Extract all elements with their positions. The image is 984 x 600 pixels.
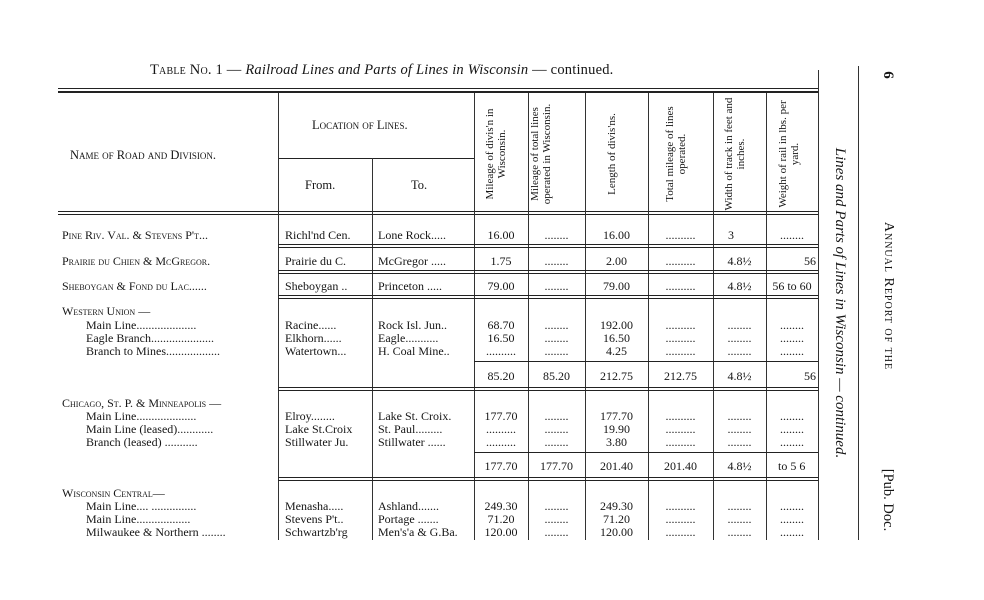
row-to: St. Paul......... bbox=[378, 422, 443, 436]
row-from: Sheboygan .. bbox=[285, 279, 348, 293]
header-rule-2 bbox=[58, 214, 818, 215]
table-number: Table No. 1 bbox=[150, 62, 223, 78]
row-to: Princeton ..... bbox=[378, 279, 442, 293]
row-length: 16.00 bbox=[603, 228, 630, 242]
row-mileage-wis: .......... bbox=[486, 422, 516, 436]
row-length: 79.00 bbox=[603, 279, 630, 293]
row-total-mileage: .......... bbox=[665, 318, 696, 332]
row-weight-rail: ........ bbox=[780, 435, 804, 449]
row-total-mileage: .......... bbox=[665, 525, 696, 539]
row-total-mileage: .......... bbox=[665, 422, 696, 436]
row-total-wis: ........ bbox=[544, 422, 569, 436]
row-name: Milwaukee & Northern ........ bbox=[86, 525, 226, 539]
row-from: Stillwater Ju. bbox=[285, 435, 349, 449]
location-subrule bbox=[278, 158, 474, 159]
row-length: 3.80 bbox=[606, 435, 627, 449]
top-rule-2 bbox=[58, 91, 818, 93]
row-mileage-wis: .......... bbox=[486, 344, 516, 358]
row-width-track: ........ bbox=[727, 422, 752, 436]
group-rule bbox=[278, 390, 818, 391]
row-width-track: ........ bbox=[727, 512, 752, 526]
side-running-title: Lines and Parts of Lines in Wisconsin — continued. bbox=[832, 147, 848, 459]
row-from: Richl'nd Cen. bbox=[285, 228, 351, 242]
total-mileage-wis: 177.70 bbox=[484, 459, 518, 473]
row-mileage-wis: 16.00 bbox=[487, 228, 515, 242]
row-mileage-wis: 79.00 bbox=[487, 279, 515, 293]
row-width-track: ........ bbox=[727, 318, 752, 332]
row-rule bbox=[278, 270, 818, 271]
row-name: Pine Riv. Val. & Stevens P't... bbox=[62, 228, 208, 242]
row-total-wis: ........ bbox=[544, 435, 569, 449]
row-total-wis: ........ bbox=[544, 499, 569, 513]
top-rule-1 bbox=[58, 88, 818, 89]
header-width-track: Width of track in feet and inches. bbox=[723, 97, 747, 211]
row-mileage-wis: 71.20 bbox=[487, 512, 515, 526]
row-from: Prairie du C. bbox=[285, 254, 346, 268]
row-width-track: ........ bbox=[727, 344, 752, 358]
total-width-track: 4.8½ bbox=[727, 459, 752, 473]
row-to: Eagle........... bbox=[378, 331, 439, 345]
header-rule-1 bbox=[58, 211, 818, 212]
total-mileage: 201.40 bbox=[664, 459, 697, 473]
row-length: 19.90 bbox=[603, 422, 630, 436]
row-length: 71.20 bbox=[603, 512, 630, 526]
title-dash: — bbox=[222, 62, 246, 78]
running-head-doc: [Pub. Doc. bbox=[880, 468, 896, 532]
group-rule bbox=[278, 477, 818, 478]
row-mileage-wis: 68.70 bbox=[487, 318, 515, 332]
group-rule bbox=[278, 480, 818, 481]
header-length: Length of divis'ns. bbox=[606, 113, 618, 195]
subtotal-rule bbox=[474, 361, 818, 362]
header-weight-rail: Weight of rail in lbs. per yard. bbox=[777, 100, 801, 208]
row-total-wis: ........ bbox=[544, 279, 569, 293]
right-margin-rule bbox=[858, 66, 859, 540]
row-from: Stevens P't.. bbox=[285, 512, 344, 526]
total-length: 212.75 bbox=[600, 369, 633, 383]
col-sep-1 bbox=[278, 93, 279, 540]
total-length: 201.40 bbox=[600, 459, 633, 473]
row-total-mileage: .......... bbox=[665, 331, 696, 345]
row-to: Ashland....... bbox=[378, 499, 439, 513]
row-to: Men's'a & G.Ba. bbox=[378, 525, 458, 539]
header-total-mileage: Total mileage of lines operated. bbox=[664, 106, 688, 202]
row-rule bbox=[278, 247, 818, 248]
total-width-track: 4.8½ bbox=[727, 369, 752, 383]
table-title-italic: Railroad Lines and Parts of Lines in Wisconsin bbox=[245, 62, 529, 78]
row-total-mileage: .......... bbox=[665, 409, 696, 423]
group-heading: Western Union — bbox=[62, 304, 151, 318]
row-length: 16.50 bbox=[603, 331, 630, 345]
total-mileage: 212.75 bbox=[664, 369, 697, 383]
row-from: Menasha..... bbox=[285, 499, 344, 513]
row-from: Watertown... bbox=[285, 344, 347, 358]
row-total-mileage: .......... bbox=[665, 344, 696, 358]
header-name: Name of Road and Division. bbox=[70, 148, 217, 162]
row-mileage-wis: 120.00 bbox=[484, 525, 518, 539]
col-sep-8 bbox=[766, 93, 767, 540]
row-name: Main Line (leased)............ bbox=[86, 422, 214, 436]
row-width-track: 3 bbox=[728, 228, 734, 242]
row-total-mileage: .......... bbox=[665, 435, 696, 449]
row-total-mileage: .......... bbox=[665, 499, 696, 513]
row-total-wis: ........ bbox=[544, 344, 569, 358]
row-mileage-wis: .......... bbox=[486, 435, 516, 449]
row-name: Branch to Mines.................. bbox=[86, 344, 220, 358]
row-weight-rail: ........ bbox=[780, 512, 804, 526]
header-mileage-wis: Mileage of divis'n in Wisconsin. bbox=[484, 108, 508, 200]
running-head-report: Annual Report of the bbox=[881, 221, 896, 371]
header-total-lines-wis: Mileage of total lines operated in Wisconsin. bbox=[529, 103, 553, 205]
row-mileage-wis: 16.50 bbox=[487, 331, 515, 345]
row-length: 4.25 bbox=[606, 344, 627, 358]
row-width-track: 4.8½ bbox=[727, 279, 752, 293]
total-weight-rail: 56 bbox=[804, 369, 816, 383]
row-name: Prairie du Chien & McGregor. bbox=[62, 254, 211, 268]
table-title bbox=[150, 62, 613, 79]
page-number: 6 bbox=[880, 71, 896, 79]
row-weight-rail: 56 bbox=[804, 254, 816, 268]
row-weight-rail: ........ bbox=[780, 318, 804, 332]
table-title-suffix: — continued. bbox=[528, 62, 614, 78]
row-weight-rail: 56 to 60 bbox=[772, 279, 812, 293]
row-to: McGregor ..... bbox=[378, 254, 446, 268]
row-to: Rock Isl. Jun.. bbox=[378, 318, 447, 332]
row-total-wis: ........ bbox=[544, 254, 569, 268]
row-name: Branch (leased) ........... bbox=[86, 435, 198, 449]
row-length: 120.00 bbox=[600, 525, 633, 539]
row-width-track: ........ bbox=[727, 525, 752, 539]
row-from: Lake St.Croix bbox=[285, 422, 353, 436]
row-name: Main Line.................. bbox=[86, 512, 191, 526]
row-weight-rail: ........ bbox=[780, 344, 804, 358]
row-mileage-wis: 1.75 bbox=[490, 254, 512, 268]
row-width-track: ........ bbox=[727, 331, 752, 345]
header-from: From. bbox=[305, 178, 336, 192]
row-mileage-wis: 177.70 bbox=[484, 409, 518, 423]
row-total-wis: ........ bbox=[544, 525, 569, 539]
total-lines-wis: 85.20 bbox=[543, 369, 570, 383]
row-weight-rail: ........ bbox=[780, 422, 804, 436]
row-name: Main Line.................... bbox=[86, 409, 197, 423]
subtotal-rule bbox=[474, 452, 818, 453]
row-rule bbox=[278, 295, 818, 296]
row-mileage-wis: 249.30 bbox=[484, 499, 518, 513]
row-length: 192.00 bbox=[600, 318, 633, 332]
header-to: To. bbox=[411, 178, 428, 192]
row-to: Stillwater ...... bbox=[378, 435, 446, 449]
row-length: 177.70 bbox=[600, 409, 633, 423]
row-to: Lake St. Croix. bbox=[378, 409, 452, 423]
row-from: Schwartzb'rg bbox=[285, 525, 348, 539]
total-lines-wis: 177.70 bbox=[540, 459, 573, 473]
row-length: 2.00 bbox=[606, 254, 627, 268]
col-sep-2 bbox=[372, 158, 373, 540]
row-from: Elkhorn...... bbox=[285, 331, 342, 345]
row-length: 249.30 bbox=[600, 499, 633, 513]
row-weight-rail: ........ bbox=[780, 525, 804, 539]
row-to: H. Coal Mine.. bbox=[378, 344, 450, 358]
row-width-track: ........ bbox=[727, 499, 752, 513]
row-width-track: ........ bbox=[727, 409, 752, 423]
row-name: Eagle Branch..................... bbox=[86, 331, 214, 345]
row-weight-rail: ........ bbox=[780, 228, 804, 242]
row-name: Main Line.... ............... bbox=[86, 499, 197, 513]
group-heading: Wisconsin Central— bbox=[62, 486, 165, 500]
total-mileage-wis: 85.20 bbox=[487, 369, 515, 383]
row-from: Elroy........ bbox=[285, 409, 335, 423]
row-total-wis: ........ bbox=[544, 331, 569, 345]
row-total-mileage: .......... bbox=[665, 254, 696, 268]
row-rule bbox=[278, 244, 818, 245]
row-total-mileage: .......... bbox=[665, 279, 696, 293]
total-weight-rail: to 5 6 bbox=[778, 459, 806, 473]
row-weight-rail: ........ bbox=[780, 409, 804, 423]
row-width-track: 4.8½ bbox=[727, 254, 752, 268]
row-total-wis: ........ bbox=[544, 409, 569, 423]
row-total-wis: ........ bbox=[544, 228, 569, 242]
header-location: Location of Lines. bbox=[312, 118, 408, 132]
row-weight-rail: ........ bbox=[780, 331, 804, 345]
row-rule bbox=[278, 298, 818, 299]
row-total-mileage: .......... bbox=[665, 512, 696, 526]
row-total-mileage: .......... bbox=[665, 228, 696, 242]
row-total-wis: ........ bbox=[544, 512, 569, 526]
row-name: Sheboygan & Fond du Lac...... bbox=[62, 279, 207, 293]
row-from: Racine...... bbox=[285, 318, 337, 332]
row-weight-rail: ........ bbox=[780, 499, 804, 513]
row-total-wis: ........ bbox=[544, 318, 569, 332]
group-heading: Chicago, St. P. & Minneapolis — bbox=[62, 396, 222, 410]
row-width-track: ........ bbox=[727, 435, 752, 449]
row-to: Lone Rock..... bbox=[378, 228, 446, 242]
row-name: Main Line.................... bbox=[86, 318, 197, 332]
row-to: Portage ....... bbox=[378, 512, 439, 526]
group-rule bbox=[278, 387, 818, 388]
col-sep-9 bbox=[818, 70, 819, 540]
row-rule bbox=[278, 273, 818, 274]
